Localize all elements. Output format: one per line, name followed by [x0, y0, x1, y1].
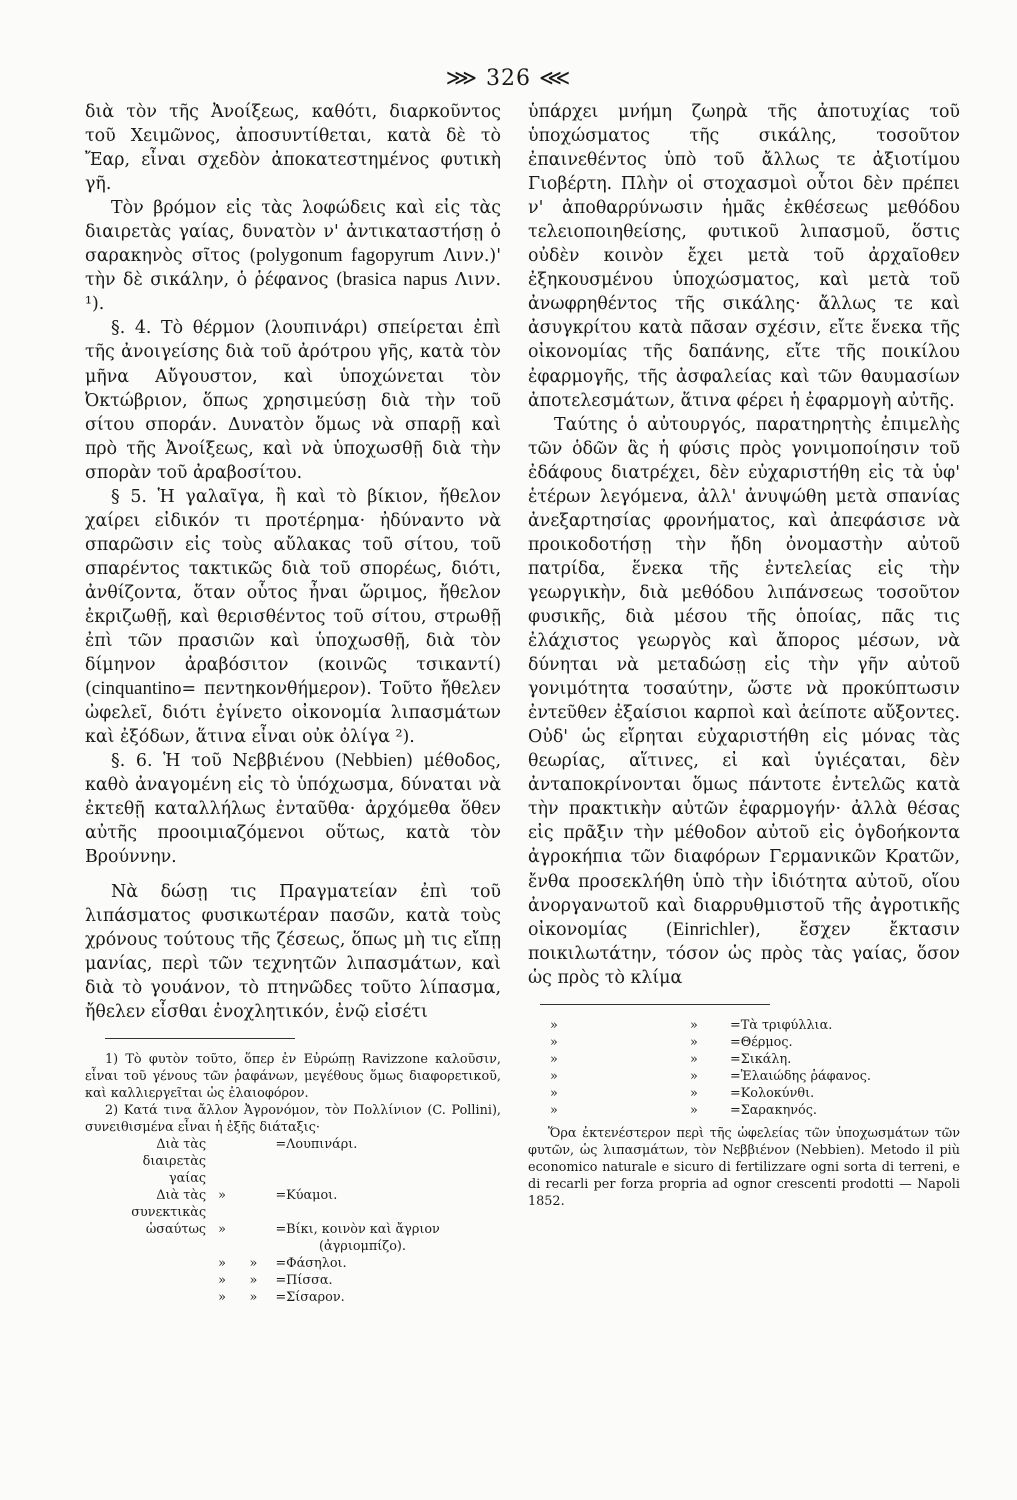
footnote-divider [540, 1004, 770, 1005]
paragraph [528, 413, 960, 990]
table-cell-ditto: » [550, 1051, 558, 1067]
left-body [85, 100, 501, 1024]
table-row [550, 1085, 890, 1102]
paragraph-text: §. 4. Τὸ θέρμον (λουπινάρι) σπείρεται ἐπὶ τῆς ἀνοιγείσης διὰ τοῦ ἀρότρου γῆς, κατὰ τὸν μῆνα Αὔγουστον, καὶ ὑποχώνεται τὸν Ὀκτώβριον, ὅπως χρησιμεύσῃ διὰ τὴν τοῦ σίτου σποράν. Δυνατὸν ὅμως νὰ σπαρῇ καὶ πρὸ τῆς Ἀνοίξεως, καὶ νὰ ὑποχωσθῇ διὰ τὴν σπορὰν τοῦ ἀραβοσίτου. [85, 318, 501, 483]
table-cell-item: =Σίσαρον. [275, 1289, 345, 1305]
table-cell-ditto [218, 1238, 249, 1255]
table-cell-ditto: » [218, 1187, 226, 1203]
footnote-text: καλοῦσιν, εἶναι τοῦ γένους τῶν ῥαφάνων, μεγέθους ὅμως διαφορετικοῦ, καὶ καλλιεργεῖται ὡς ἐλαιοφόρον. [85, 1051, 502, 1101]
latin-term: cinquantino [91, 678, 182, 700]
page-header [0, 66, 1017, 91]
table-cell-item: =Πίσσα. [275, 1272, 333, 1288]
left-footnotes [85, 1051, 501, 1136]
page-number: 326 [486, 66, 531, 91]
table-cell-ditto: » [550, 1085, 558, 1101]
table-cell-ditto: » [690, 1085, 698, 1101]
latin-term: polygonum fagopyrum [256, 245, 435, 267]
paragraph-text: ), ἔσχεν ἔκτασιν ποικιλωτάτην, τόσον ὡς πρὸς τὰς γαίας, ὅσον ὡς πρὸς τὸ κλίμα [528, 919, 960, 988]
table-row [550, 1017, 890, 1034]
table-row [550, 1034, 890, 1051]
table-cell-ditto: » [218, 1221, 226, 1237]
footnote [528, 1125, 960, 1210]
section-4 [85, 316, 501, 484]
paragraph-text: ) μέθοδος, καθὸ ἀναγομένη εἰς τὸ ὑπόχωσμα, δύναται νὰ ἐκτεθῇ καταλλήλως ἐνταῦθα· ἀρχόμεθα ὅθεν αὐτῆς προοιμιαζόμενοι οὕτως, κατὰ τὸν Βρούννην. [85, 751, 502, 868]
table-cell-ditto [250, 1136, 276, 1187]
table-cell-ditto [250, 1221, 276, 1238]
table-cell-item: =Βίκι, κοινὸν καὶ ἄγριον [275, 1221, 440, 1237]
latin-term: Nebbien [341, 750, 407, 772]
table-cell-item: =Σαρακηνός. [730, 1102, 817, 1118]
footnote-text: ), συνειθισμένα εἶναι ἡ ἐξῆς διάταξις· [85, 1102, 501, 1135]
table-cell-ditto: » [690, 1051, 698, 1067]
table-cell-ditto: » [690, 1017, 698, 1033]
table-cell-name [107, 1255, 218, 1272]
header-ornament-left: ⋙ [445, 66, 478, 91]
paragraph-text: = πεντηκονθήμερον). Τοῦτο ἤθελεν ὠφελεῖ, διότι ἐγίνετο οἰκονομία λιπασμάτων καὶ ἐξόδων, ἅτινα εἶναι οὐκ ὀλίγα ²). [85, 679, 501, 748]
table-row [550, 1051, 890, 1068]
paragraph [85, 880, 501, 1024]
table-row [107, 1221, 501, 1238]
table-cell-item: =Θέρμος. [730, 1034, 793, 1050]
table-row [550, 1102, 890, 1119]
left-column [85, 100, 501, 1306]
footnote-text: 2) Κατά τινα ἄλλον Ἀγρονόμον, τὸν Πολλίνιον ( [105, 1102, 433, 1118]
table-cell-item: =Κολοκύνθι. [730, 1085, 815, 1101]
table-cell-ditto: » [249, 1272, 258, 1288]
table-cell-ditto: » [550, 1034, 558, 1050]
paragraph-text: Λινν.)' τὴν δὲ σικάλην, ὁ ῥέφανος ( [85, 246, 501, 291]
latin-term: C. Pollini [432, 1102, 492, 1118]
table-cell-item: =Τὰ τριφύλλια. [730, 1017, 833, 1033]
latin-term: Ravizzone [362, 1051, 428, 1067]
table-cell-item: =Λουπινάρι. [275, 1136, 358, 1152]
table-cell-ditto: » [249, 1255, 258, 1271]
table-cell-name [107, 1272, 218, 1289]
paragraph-text: Νὰ δώσῃ τις Πραγματείαν ἐπὶ τοῦ λιπάσματος φυσικωτέραν πασῶν, κατὰ τοὺς χρόνους τούτους τῆς ζέσεως, ὅπως μὴ τις εἴπῃ μανίας, περὶ τῶν τεχνητῶν λιπασμάτων, καὶ διὰ τὸ γουάνον, τὸ πτηνῶδες τοῦτο λίπασμα, ἤθελεν εἶσθαι ἐνοχλητικόν, ἐνῷ εἰσέτι [85, 881, 501, 1022]
table-cell-ditto: » [690, 1068, 698, 1084]
table-cell-name: Διὰ τὰς διαιρετὰς γαίας [142, 1136, 207, 1186]
rotation-table [107, 1136, 501, 1306]
table-cell-name [107, 1238, 218, 1255]
paragraph-text: §. 6. Ἡ τοῦ Νεββιένου ( [111, 751, 342, 772]
paragraph-text: ὑπάρχει μνήμη ζωηρὰ τῆς ἀποτυχίας τοῦ ὑποχώσματος τῆς σικάλης, τοσοῦτον ἐπαινεθέντος ὑπὸ τοῦ ἄλλως τε ἀξιοτίμου Γιοβέρτη. Πλὴν οἱ στοχασμοὶ οὗτοι δὲν πρέπει ν' ἀποθαρρύνωσιν ἡμᾶς ἐκθέσεως μεθόδου τελειοποιηθείσης, φυτικοῦ λιπασμοῦ, ὅστις οὐδὲν κοινὸν ἔχει μετὰ τοῦ ἀρχαῖοθεν ἐξηκουσμένου ὑποχώσματος, καὶ μετὰ τοῦ ἀνωφρηθέντος τῆς σικάλης· ἄλλως τε καὶ ἀσυγκρίτου κατὰ πᾶσαν σχέσιν, εἴτε ἕνεκα τῆς οἰκονομίας τῆς δαπάνης, εἴτε τῆς ποικίλου ἐφαρμογῆς, τῆς ἀσφαλείας καὶ τῶν θαυμασίων ἀποτελεσμάτων, ἅτινα φέρει ἡ ἐφαρμογὴ αὐτῆς. [528, 102, 960, 411]
latin-term: brasica napus [342, 269, 448, 291]
table-cell-ditto: » [550, 1102, 558, 1118]
table-cell-ditto [218, 1136, 249, 1187]
paragraph-text: διὰ τὸν τῆς Ἀνοίξεως, καθότι, διαρκοῦντος τοῦ Χειμῶνος, ἀποσυντίθεται, κατὰ δὲ τὸ Ἔαρ, εἶναι σχεδὸν ἀποκατεστημένος φυτικὴ γῆ. [85, 102, 501, 195]
right-column [528, 100, 960, 1210]
rotation-table-continued [550, 1017, 890, 1119]
table-cell-ditto: » [690, 1034, 698, 1050]
paragraph [528, 100, 960, 413]
paragraph-text: § 5. Ἡ γαλαῖγα, ἢ καὶ τὸ βίκιον, ἤθελον χαίρει εἰδικόν τι προτέρημα· ἠδύναντο νὰ σπαρῶσιν εἰς τοὺς αὔλακας τοῦ σίτου, τοῦ σπαρέντος τακτικῶς διὰ τοῦ σπορέως, διότι, ἀνθίζοντα, ὅταν οὗτος ἦναι ὥριμος, ἤθελον ἐκριζωθῇ, καὶ θερισθέντος τοῦ σίτου, στρωθῇ ἐπὶ τῶν πρασιῶν καὶ ὑποχωσθῇ, διὰ τὸν δίμηνον ἀραβόσιτον (κοινῶς τσικαντί) ( [85, 486, 501, 700]
footnote-text: 1) Τὸ φυτὸν τοῦτο, ὅπερ ἐν Εὐρώπῃ [105, 1051, 363, 1067]
table-row [107, 1238, 501, 1255]
paragraph [85, 196, 501, 316]
table-cell-ditto: » [218, 1289, 226, 1305]
table-cell-item: =Φάσηλοι. [275, 1255, 347, 1271]
table-cell-item: (ἀγριομπίζο). [319, 1238, 406, 1254]
footnote-divider [105, 1038, 295, 1039]
footnote-text: Ὅρα ἐκτενέστερον περὶ τῆς ὠφελείας τῶν ὑποχωσμάτων τῶν φυτῶν, ὡς λιπασμάτων, τὸν Νεββιένον ( [528, 1125, 960, 1158]
latin-term: Einrichler [672, 918, 749, 940]
table-row [107, 1187, 501, 1221]
footnote [85, 1102, 501, 1136]
table-cell-item: =Σικάλη. [730, 1051, 792, 1067]
table-cell-name [107, 1289, 218, 1306]
paragraph-text: Τὸν βρόμον εἰς τὰς λοφώδεις καὶ εἰς τὰς διαιρετὰς γαίας, δυνατὸν ν' ἀντικαταστήσῃ ὁ σαρακηνὸς σῖτος ( [85, 198, 501, 267]
table-cell-ditto [250, 1187, 276, 1221]
table-row [107, 1289, 501, 1306]
table-row [550, 1068, 890, 1085]
table-cell-item: =Κύαμοι. [275, 1187, 338, 1203]
table-cell-ditto: » [218, 1272, 226, 1288]
latin-citation: Nebbien). Metodo il più economico naturale e sicuro di fertilizzare ogni sorta di terreni, e di recarli per forza propria ad ognor crescenti prodotti — Napoli 1852. [528, 1142, 960, 1209]
paragraph-text: Ταύτης ὁ αὐτουργός, παρατηρητὴς ἐπιμελὴς τῶν ὁδῶν ἃς ἡ φύσις πρὸς γονιμοποίησιν τοῦ ἐδάφους διατρέχει, δὲν εὐχαριστήθη εἰς τὰ ὑφ' ἑτέρων λεγόμενα, ἀλλ' ἀνυψώθη μετὰ σπανίας ἀνεξαρτησίας φρονήματος, καὶ ἀπεφάσισε νὰ προικοδοτήσῃ τὴν ἤδη ὀνομαστὴν αὐτοῦ πατρίδα, ἕνεκα τῆς ἐντελείας εἰς τὴν γεωργικὴν, διὰ μεθόδου λιπάνσεως τοσοῦτον φυσικῆς, διὰ μέσου τῆς ὁποίας, πᾶς τις ἐλάχιστος γεωργὸς καὶ ἄπορος μέσων, νὰ δύνηται νὰ μεταδώσῃ εἰς τὴν γῆν αὐτοῦ γονιμότητα τοσαύτην, ὥστε νὰ προκύπτωσιν ἐντεῦθεν ἐξαίσιοι καρποὶ καὶ ἀείποτε αὔξοντες. Οὐδ' ὡς εἴρηται εὐχαριστήθη εἰς μόνας τὰς θεωρίας, αἵτινες, εἰ καὶ ὑγιέςαται, δὲν ἀνταποκρίνονται ὅμως πάντοτε ἐντελῶς κατὰ τὴν πρακτικὴν αὐτῶν ἐφαρμογήν· ἀλλὰ θέσας εἰς πρᾶξιν τὴν μέθοδον αὐτοῦ εἰς ὀγδοήκοντα ἀγροκήπια τῶν διαφόρων Γερμανικῶν Κρατῶν, ἔνθα προσεκλήθη ὑπὸ τὴν ἰδιότητα αὐτοῦ, οἵου ἀνοργανωτοῦ καὶ διαρρυθμιστοῦ τῆς ἀγροτικῆς οἰκονομίας ( [528, 414, 960, 940]
table-cell-name: ὡσαύτως [145, 1221, 207, 1237]
table-cell-ditto: » [550, 1017, 558, 1033]
table-row [107, 1255, 501, 1272]
table-cell-ditto: » [218, 1255, 226, 1271]
footnote [85, 1051, 501, 1102]
right-footnote [528, 1125, 960, 1210]
table-cell-ditto: » [249, 1289, 258, 1305]
table-cell-name: Διὰ τὰς συνεκτικὰς [131, 1187, 207, 1220]
section-5 [85, 485, 501, 750]
table-row [107, 1136, 501, 1187]
section-6 [85, 749, 501, 869]
paragraph-text: Λινν. ¹). [85, 270, 501, 315]
right-body [528, 100, 960, 990]
table-row [107, 1272, 501, 1289]
header-ornament-right: ⋘ [539, 66, 572, 91]
table-cell-ditto: » [690, 1102, 698, 1118]
paragraph [85, 100, 501, 196]
table-cell-ditto [250, 1238, 276, 1255]
table-cell-ditto: » [550, 1068, 558, 1084]
table-cell-item: =Ἐλαιώδης ῥάφανος. [730, 1068, 871, 1084]
